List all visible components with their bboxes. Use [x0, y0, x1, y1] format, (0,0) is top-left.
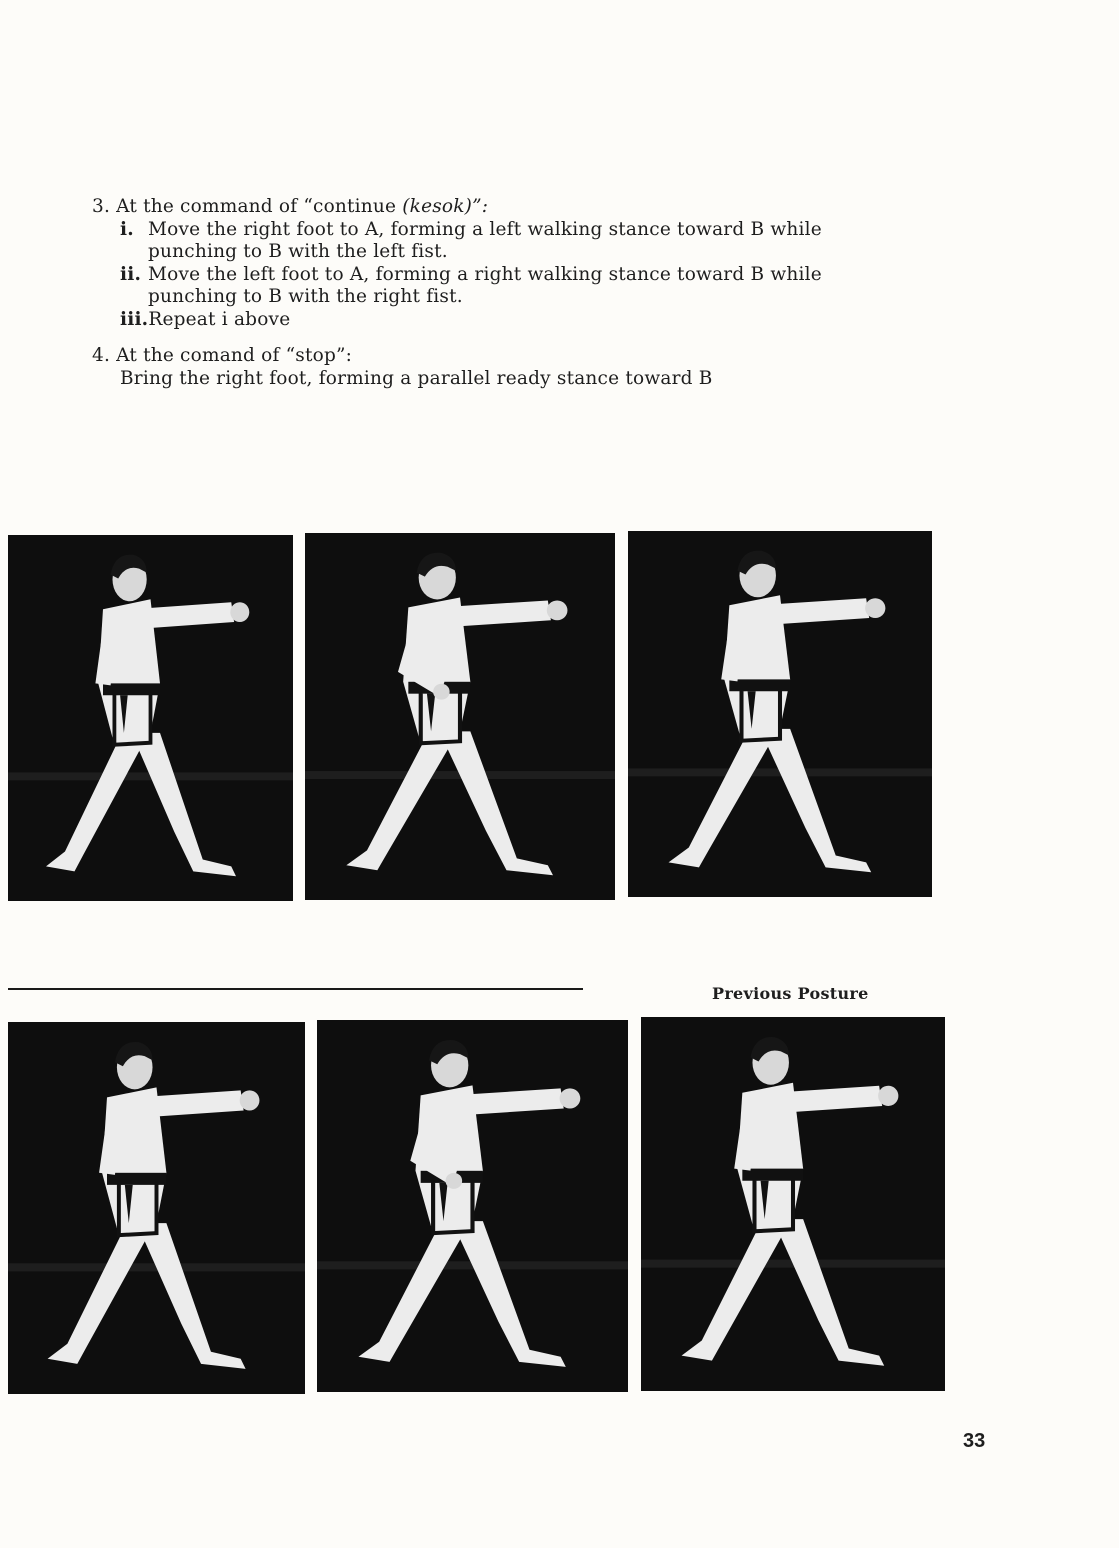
photo-bottom-1 — [8, 1022, 305, 1394]
photo-top-3-figure — [628, 531, 932, 897]
photo-top-3 — [628, 531, 932, 897]
photo-top-1 — [8, 535, 293, 901]
step-3 — [92, 196, 912, 331]
instruction-text — [92, 196, 912, 404]
step-4-body: Bring the right foot, forming a parallel ready stance toward B — [120, 367, 713, 389]
step-3-item-i: i. Move the right foot to A, forming a left walking stance toward B while punching to B with the left fist. — [120, 218, 822, 262]
photo-bottom-3 — [641, 1017, 945, 1391]
photo-top-2 — [305, 533, 615, 900]
step-3-item-ii: ii. Move the left foot to A, forming a right walking stance toward B while punching to B with the right fist. — [120, 263, 822, 307]
page-number: 33 — [963, 1430, 986, 1452]
step-3-heading: 3. At the command of “continue (kesok)”: — [92, 196, 489, 217]
photo-top-1-figure — [8, 535, 293, 901]
photo-bottom-2-figure — [317, 1020, 628, 1392]
photo-bottom-3-figure — [641, 1017, 945, 1391]
step-4-heading: 4. At the comand of “stop”: — [92, 345, 353, 366]
photo-bottom-2 — [317, 1020, 628, 1392]
step-4 — [92, 345, 912, 390]
photo-top-2-figure — [305, 533, 615, 900]
photo-bottom-1-figure — [8, 1022, 305, 1394]
divider-line — [8, 988, 583, 990]
step-3-item-iii: iii. Repeat i above — [120, 308, 291, 330]
previous-posture-caption: Previous Posture — [712, 984, 869, 1003]
